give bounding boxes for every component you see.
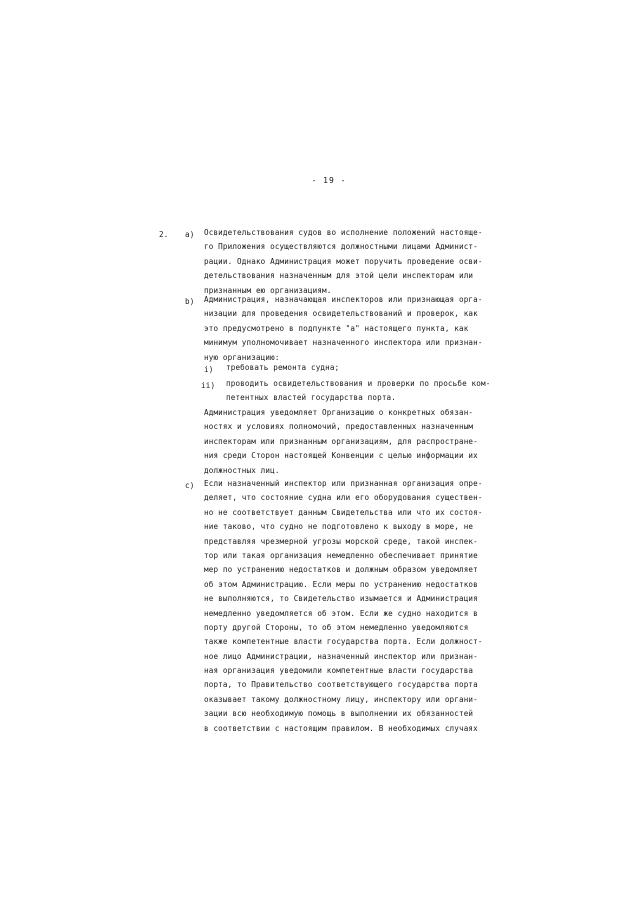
text-line: порту другой Стороны, то об этом немедленно уведомляются xyxy=(204,622,469,632)
text-line: ние таково, что судно не подготовлено к выходу в море, не xyxy=(204,522,474,532)
text-line: тор или такая организация немедленно обеспечивает принятие xyxy=(204,550,478,560)
text-line: немедленно уведомляется об этом. Если же судно находится в xyxy=(204,608,478,618)
item-b-notice-text xyxy=(204,406,478,478)
text-line: зации всю необходимую помощь в выполнении их обязанностей xyxy=(204,709,474,719)
text-line: го Приложения осуществляются должностными лицами Админист- xyxy=(204,242,478,252)
subitem-i-label: i) xyxy=(204,365,214,374)
text-line: это предусмотрено в подпункте "а" настоящего пункта, как xyxy=(204,323,469,333)
item-a-text xyxy=(204,226,483,298)
text-line: Если назначенный инспектор или признанная организация опре- xyxy=(204,479,483,488)
text-line: требовать ремонта судна; xyxy=(226,363,340,372)
item-c-label: c) xyxy=(185,481,195,490)
text-line: об этом Администрацию. Если меры по устранению недостатков xyxy=(204,579,478,589)
text-line: в соответствии с настоящим правилом. В необходимых случаях xyxy=(204,723,478,733)
text-line: но не соответствует данным Свидетельства или что их состоя- xyxy=(204,507,483,517)
subitem-ii-label: ii) xyxy=(201,381,216,390)
text-line: представляя чрезмерной угрозы морской среде, такой инспек- xyxy=(204,536,478,546)
text-line: рации. Однако Администрация может поручить проведение осви- xyxy=(204,256,483,266)
item-a-label: a) xyxy=(185,230,195,239)
text-line: Администрация уведомляет Организацию о конкретных обязан- xyxy=(204,408,474,417)
text-line: ная организация уведомили компетентные власти государства xyxy=(204,666,474,676)
text-line: ное лицо Администрации, назначенный инспектор или признан- xyxy=(204,651,478,661)
subitem-ii-text xyxy=(226,377,490,406)
text-line: деляет, что состояние судна или его оборудования существен- xyxy=(204,493,483,503)
text-line: петентных властей государства порта. xyxy=(226,393,396,403)
text-line: оказывает такому должностному лицу, инспектору или органи- xyxy=(204,694,478,704)
item-b-label: b) xyxy=(185,297,195,306)
text-line: детельствования назначенным для этой цели инспекторам или xyxy=(204,271,474,281)
text-line: признанным ею организациям. xyxy=(204,285,332,295)
text-line: минимум уполномочивает назначенного инспектора или признан- xyxy=(204,338,483,348)
text-line: инспекторам или признанным организациям, для распростране- xyxy=(204,436,478,446)
text-line: проводить освидетельствования и проверки по просьбе ком- xyxy=(226,379,491,388)
text-line: должностных лиц. xyxy=(204,465,280,475)
text-line: ную организацию: xyxy=(204,352,280,362)
text-line: Администрация, назначающая инспекторов или признающая орга- xyxy=(204,295,483,304)
section-number: 2. xyxy=(159,230,169,239)
item-c-text xyxy=(204,477,483,736)
text-line: не выполняются, то Свидетельство изымается и Администрация xyxy=(204,594,478,604)
subitem-i-text xyxy=(226,361,339,375)
text-line: низации для проведения освидетельствований и проверок, как xyxy=(204,309,478,319)
text-line: также компетентные власти государства порта. Если должност- xyxy=(204,637,483,647)
item-b-text xyxy=(204,293,483,365)
text-line: ния среди Сторон настоящей Конвенции с целью информации их xyxy=(204,451,478,461)
text-line: порта, то Правительство соответствующего государства порта xyxy=(204,680,478,690)
text-line: ностях и условиях полномочий, предоставленных назначенным xyxy=(204,422,474,432)
text-line: Освидетельствования судов во исполнение положений настояще- xyxy=(204,228,483,237)
text-line: мер по устранению недостатков и должным образом уведомляет xyxy=(204,565,478,575)
page-number: - 19 - xyxy=(311,176,347,185)
